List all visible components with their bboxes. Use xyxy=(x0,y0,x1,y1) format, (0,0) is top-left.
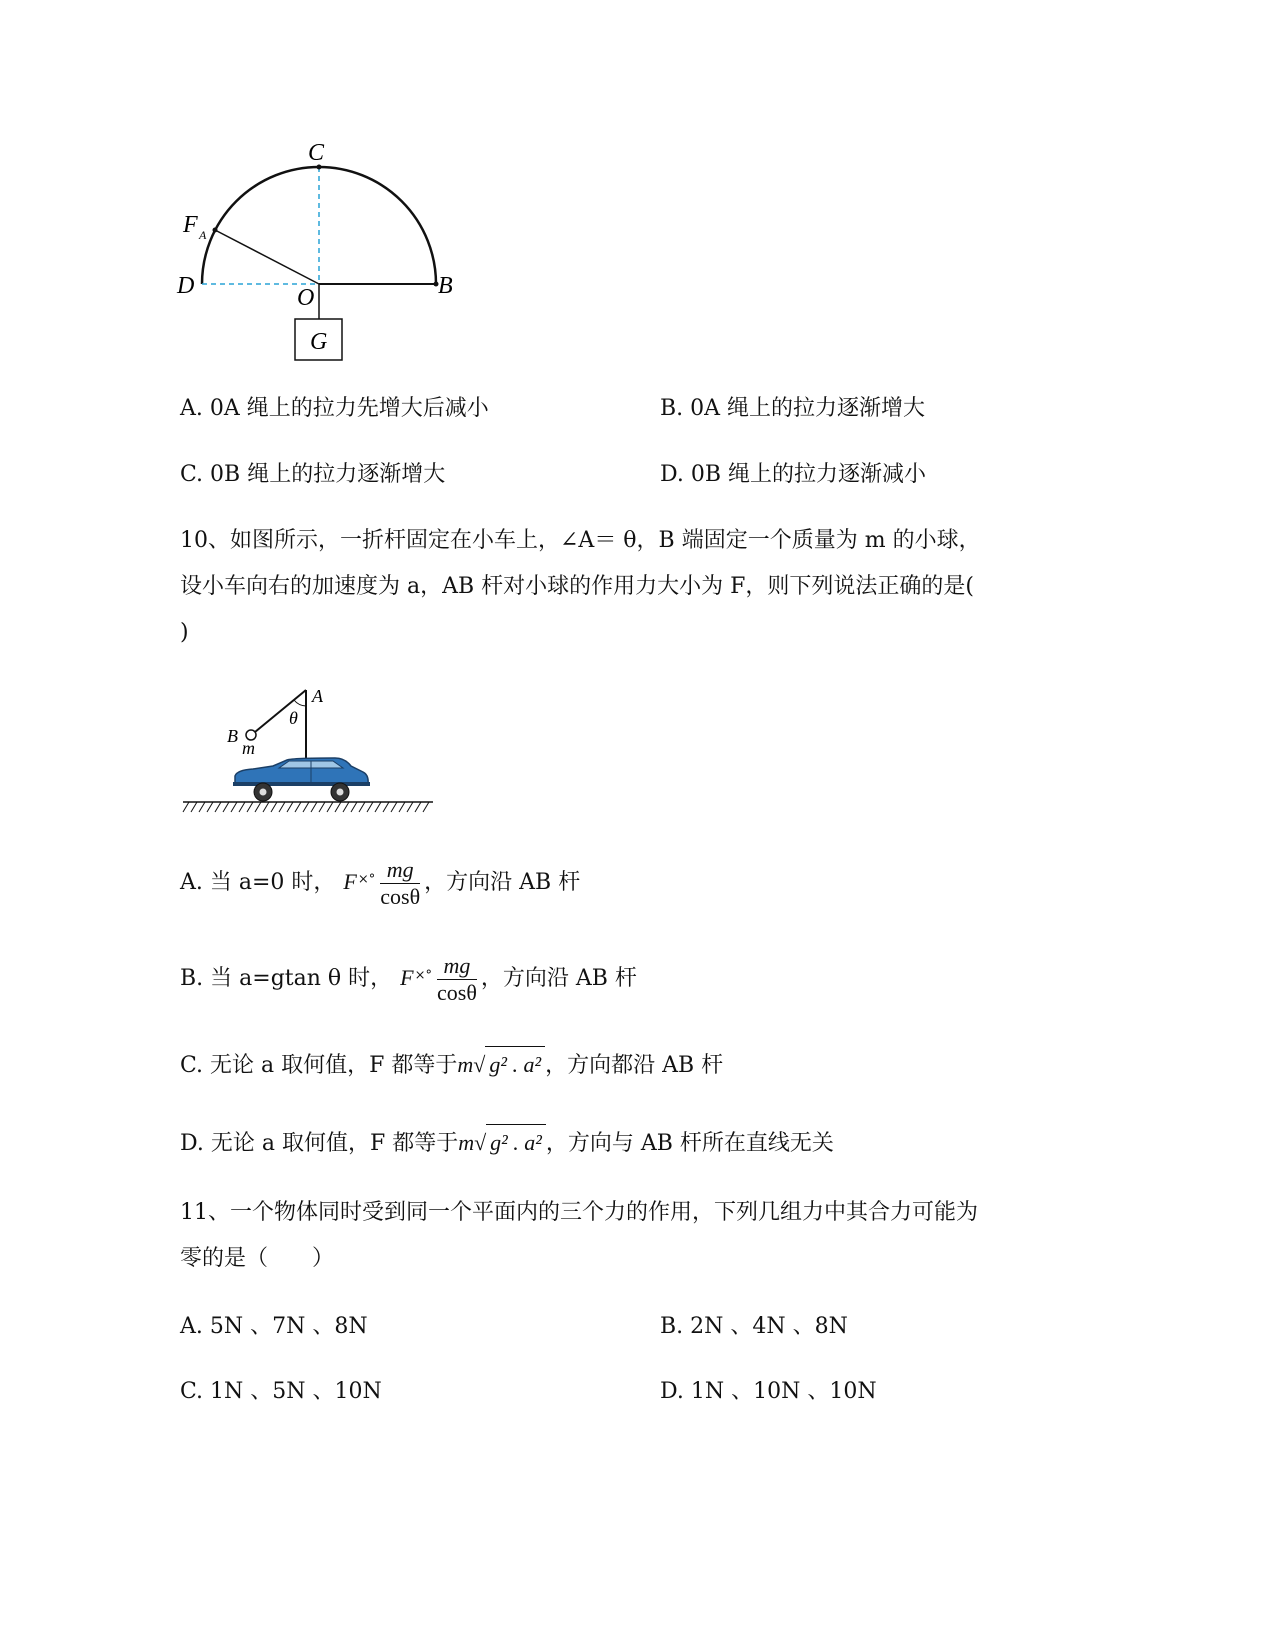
q11-stem-line1: 11、一个物体同时受到同一个平面内的三个力的作用，下列几组力中其合力可能为 xyxy=(180,1200,978,1225)
q10-option-c-m: m xyxy=(457,1052,474,1077)
q9-option-b: B. 0A 绳上的拉力逐渐增大 xyxy=(660,396,926,421)
q10-option-b-prefix: B. 当 a=gtan θ 时， xyxy=(180,966,393,991)
q10-option-c-formula: m√ g² . a² xyxy=(457,1046,545,1083)
q10-option-a-numerator: mg xyxy=(380,857,420,884)
q11-option-a: A. 5N 、7N 、8N xyxy=(180,1314,368,1339)
car-figure xyxy=(175,680,445,820)
q10-option-a-prefix: A. 当 a=0 时， xyxy=(180,870,336,895)
rod-ab xyxy=(255,690,306,732)
q10-option-c-radicand: g² . a² xyxy=(485,1046,545,1083)
q10-option-b-numerator: mg xyxy=(437,953,477,980)
q10-option-b-suffix: ，方向沿 AB 杆 xyxy=(480,966,637,991)
car-hub-front xyxy=(260,789,267,796)
q10-option-c-prefix: C. 无论 a 取何值，F 都等于 xyxy=(180,1053,458,1078)
label-d: D xyxy=(177,273,195,299)
q10-option-a-f: F xyxy=(343,869,357,894)
car-hub-rear xyxy=(337,789,344,796)
q10-option-d-prefix: D. 无论 a 取何值，F 都等于 xyxy=(180,1131,459,1156)
car-bumper xyxy=(233,782,370,786)
q10-option-a-glyph: ×° xyxy=(357,872,376,887)
rod-label-b: B xyxy=(227,726,238,746)
q10-option-a-suffix: ，方向沿 AB 杆 xyxy=(424,870,581,895)
q11-option-b: B. 2N 、4N 、8N xyxy=(660,1314,848,1339)
q10-option-a-fraction xyxy=(380,857,420,910)
rod-label-a: A xyxy=(312,686,323,706)
q11-stem-line2: 零的是（ ） xyxy=(180,1246,335,1271)
rod-label-m: m xyxy=(242,738,255,758)
label-g: G xyxy=(310,329,328,355)
q10-option-b-f: F xyxy=(400,965,414,990)
label-b: B xyxy=(438,273,453,299)
rope-oa xyxy=(215,230,319,284)
q10-option-b-glyph: ×° xyxy=(414,968,432,983)
q10-option-c xyxy=(180,1046,723,1084)
q10-option-d-suffix: ，方向与 AB 杆所在直线无关 xyxy=(545,1131,834,1156)
q10-option-d-formula: m√ g² . a² xyxy=(458,1124,546,1161)
q10-stem-line1: 10、如图所示，一折杆固定在小车上，∠A＝ θ，B 端固定一个质量为 m 的小球， xyxy=(180,528,981,553)
q11-option-c: C. 1N 、5N 、10N xyxy=(180,1379,382,1404)
q9-option-d: D. 0B 绳上的拉力逐渐减小 xyxy=(660,462,926,487)
q10-option-b xyxy=(180,948,637,1007)
q10-option-d xyxy=(180,1124,834,1162)
q10-option-a-denominator: cosθ xyxy=(380,883,421,909)
q10-stem-line2: 设小车向右的加速度为 a，AB 杆对小球的作用力大小为 F，则下列说法正确的是( xyxy=(180,574,975,599)
q10-option-c-suffix: ，方向都沿 AB 杆 xyxy=(545,1053,724,1078)
q10-option-b-denominator: cosθ xyxy=(437,979,477,1005)
ground-hatch xyxy=(183,802,429,812)
semicircle-figure xyxy=(170,130,490,370)
q11-option-d: D. 1N 、10N 、10N xyxy=(660,1379,877,1404)
label-c: C xyxy=(308,140,325,166)
rod-label-theta: θ xyxy=(289,708,298,728)
q10-option-b-fraction xyxy=(437,953,477,1006)
label-fa-sub: A xyxy=(199,228,207,242)
q10-option-a xyxy=(180,852,580,911)
q10-stem-line3: ) xyxy=(180,620,189,645)
q10-option-d-m: m xyxy=(458,1130,475,1155)
angle-arc xyxy=(294,700,306,706)
q9-option-c: C. 0B 绳上的拉力逐渐增大 xyxy=(180,462,446,487)
label-o: O xyxy=(297,285,315,311)
point-a xyxy=(213,228,218,233)
q9-option-a: A. 0A 绳上的拉力先增大后减小 xyxy=(180,396,489,421)
label-fa: F xyxy=(183,212,198,238)
q10-option-d-radicand: g² . a² xyxy=(486,1124,546,1161)
